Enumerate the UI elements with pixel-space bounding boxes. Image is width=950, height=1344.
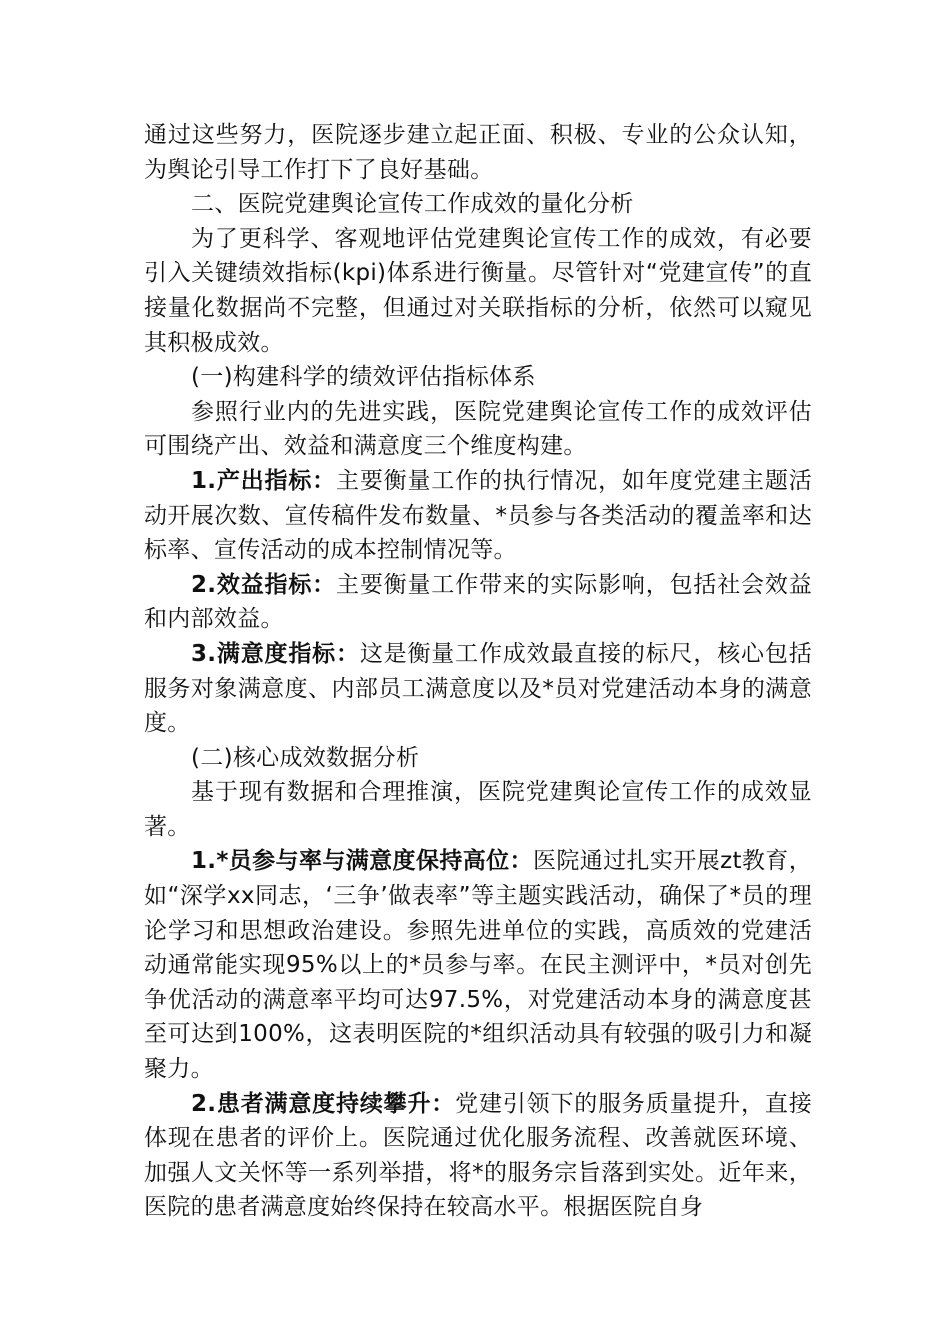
paragraph-text: 为了更科学、客观地评估党建舆论宣传工作的成效，有必要引入关键绩效指标(kpi)体系进行衡量。尽管针对“党建宣传”的直接量化数据尚不完整，但通过对关联指标的分析，依然可以窥见其积极成效。 [144,225,812,356]
paragraph-text: 基于现有数据和合理推演，医院党建舆论宣传工作的成效显著。 [144,779,812,840]
heading-text: 二、医院党建舆论宣传工作成效的量化分析 [191,191,634,218]
paragraph-benefit-indicators [144,568,812,637]
paragraph-text: 党建引领下的服务质量提升，直接体现在患者的评价上。医院通过优化服务流程、改善就医环境、加强人文关怀等一系列举措，将*的服务宗旨落到实处。近年来，医院的患者满意度始终保持在较高水平。根据医院自身 [144,1090,813,1221]
paragraph-dimensions [144,395,812,464]
lead-label: 1.产出指标： [191,467,336,494]
paragraph-text: 主要衡量工作带来的实际影响，包括社会效益和内部效益。 [144,571,812,633]
paragraph-results-summary [144,775,812,844]
paragraph-text: 主要衡量工作的执行情况，如年度党建主题活动开展次数、宣传稿件发布数量、*员参与各类活动的覆盖率和达标率、宣传活动的成本控制情况等。 [144,467,812,564]
paragraph-patient-satisfaction [144,1087,812,1225]
heading-text: (一)构建科学的绩效评估指标体系 [191,364,536,391]
paragraph-text: 通过这些努力，医院逐步建立起正面、积极、专业的公众认知，为舆论引导工作打下了良好基础。 [144,122,812,183]
paragraph-kpi-intro [144,222,812,360]
paragraph-text: 这是衡量工作成效最直接的标尺，核心包括服务对象满意度、内部员工满意度以及*员对党建活动本身的满意度。 [144,640,813,737]
subheading-core-results [144,741,812,776]
paragraph-satisfaction-indicators [144,637,812,741]
subheading-indicator-system [144,360,812,395]
lead-label: 3.满意度指标： [191,640,360,667]
section-heading-quantitative-analysis [144,187,812,222]
paragraph-participation-rate [144,844,812,1086]
paragraph-output-indicators [144,464,812,568]
paragraph-intro-conclusion [144,118,812,187]
lead-label: 1.*员参与率与满意度保持高位： [191,848,533,875]
lead-label: 2.效益指标： [191,571,336,598]
lead-label: 2.患者满意度持续攀升： [191,1090,456,1117]
document-body [144,118,812,1225]
paragraph-text: 参照行业内的先进实践，医院党建舆论宣传工作的成效评估可围绕产出、效益和满意度三个维度构建。 [144,398,812,460]
paragraph-text: 医院通过扎实开展zt教育，如“深学xx同志，‘三争’做表率”等主题实践活动，确保了*员的理论学习和思想政治建设。参照先进单位的实践，高质效的党建活动通常能实现95%以上的*员参与率。在民主测评中，*员对创先争优活动的满意率平均可达97.5%，对党建活动本身的满意度甚至可达到100%，这表明医院的*组织活动具有较强的吸引力和凝聚力。 [144,848,812,1083]
heading-text: (二)核心成效数据分析 [191,744,420,771]
